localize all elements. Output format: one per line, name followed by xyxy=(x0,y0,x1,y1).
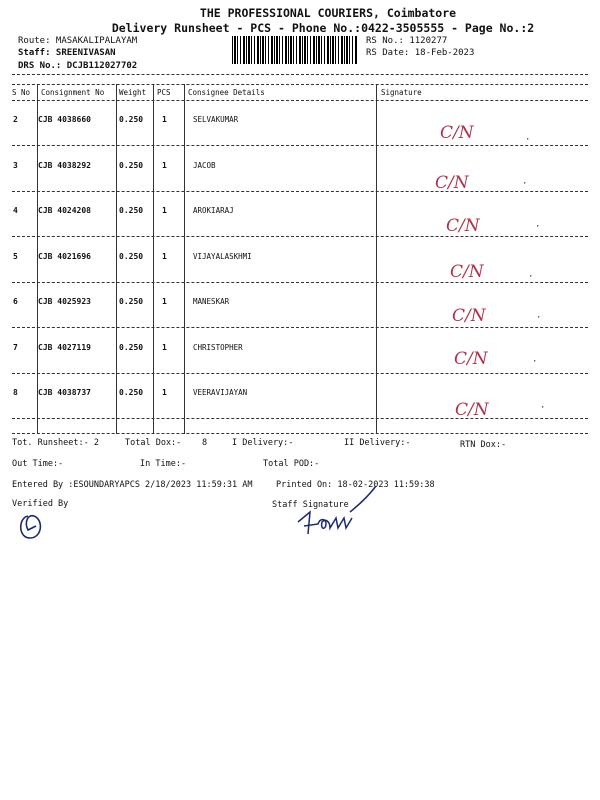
row-tick-mark: · xyxy=(540,403,546,413)
row-sno: 3 xyxy=(13,161,18,170)
row-pcs: 1 xyxy=(162,161,167,170)
route-label: Route: MASAKALIPALAYAM xyxy=(18,36,138,46)
row-consignee: AROKIARAJ xyxy=(193,206,234,215)
divider xyxy=(12,100,588,101)
column-line xyxy=(376,84,377,434)
row-pcs: 1 xyxy=(162,206,167,215)
col-pcs-header: PCS xyxy=(157,88,171,97)
staff-label: Staff: SREENIVASAN xyxy=(18,48,116,58)
total-dox-label: Total Dox:- xyxy=(125,438,182,448)
row-sno: 6 xyxy=(13,297,18,306)
row-tick-mark: · xyxy=(525,135,531,145)
row-divider xyxy=(12,236,588,237)
row-pcs: 1 xyxy=(162,343,167,352)
row-sno: 7 xyxy=(13,343,18,352)
column-line xyxy=(153,84,154,434)
row-weight: 0.250 xyxy=(119,297,144,306)
i-delivery: I Delivery:- xyxy=(232,438,294,448)
row-weight: 0.250 xyxy=(119,161,144,170)
row-sno: 8 xyxy=(13,388,18,397)
row-sno: 4 xyxy=(13,206,18,215)
row-weight: 0.250 xyxy=(119,206,144,215)
row-consignee: JACOB xyxy=(193,161,216,170)
row-pcs: 1 xyxy=(162,297,167,306)
row-divider xyxy=(12,373,588,374)
staff-signature-label: Staff Signature xyxy=(272,500,349,510)
row-signature-mark: C/N xyxy=(435,173,469,193)
row-consignee: CHRISTOPHER xyxy=(193,343,243,352)
row-consignment-no: CJB 4024208 xyxy=(38,206,91,215)
total-pod: Total POD:- xyxy=(263,459,320,469)
verified-by-label: Verified By xyxy=(12,499,69,509)
divider xyxy=(12,84,588,85)
col-signature-header: Signature xyxy=(381,88,422,97)
row-tick-mark: · xyxy=(522,179,528,189)
row-consignment-no: CJB 4027119 xyxy=(38,343,91,352)
col-weight-header: Weight xyxy=(119,88,147,97)
rtn-dox: RTN Dox:- xyxy=(460,440,507,450)
total-runsheet: Tot. Runsheet:- 2 xyxy=(12,438,99,448)
in-time: In Time:- xyxy=(140,459,187,469)
divider xyxy=(12,433,588,434)
row-divider xyxy=(12,191,588,192)
row-consignment-no: CJB 4038737 xyxy=(38,388,91,397)
printed-on: Printed On: 18-02-2023 11:59:38 xyxy=(276,480,435,490)
column-line xyxy=(116,84,117,434)
row-consignee: MANESKAR xyxy=(193,297,230,306)
row-tick-mark: · xyxy=(528,272,534,282)
row-consignment-no: CJB 4021696 xyxy=(38,252,91,261)
out-time: Out Time:- xyxy=(12,459,64,469)
divider xyxy=(12,74,588,75)
row-consignment-no: CJB 4038292 xyxy=(38,161,91,170)
row-signature-mark: C/N xyxy=(454,349,488,369)
row-weight: 0.250 xyxy=(119,115,144,124)
verifier-signature xyxy=(14,508,54,542)
row-divider xyxy=(12,145,588,146)
row-sno: 5 xyxy=(13,252,18,261)
row-signature-mark: C/N xyxy=(452,306,486,326)
total-dox-value: 8 xyxy=(202,438,208,448)
row-consignee: SELVAKUMAR xyxy=(193,115,239,124)
row-signature-mark: C/N xyxy=(440,123,474,143)
row-weight: 0.250 xyxy=(119,388,144,397)
drs-number: DRS No.: DCJB112027702 xyxy=(18,61,138,71)
company-title: THE PROFESSIONAL COURIERS, Coimbatore xyxy=(199,6,457,20)
row-pcs: 1 xyxy=(162,252,167,261)
column-line xyxy=(184,84,185,434)
entered-by: Entered By :ESOUNDARYAPCS 2/18/2023 11:59:31 AM xyxy=(12,480,253,490)
row-pcs: 1 xyxy=(162,388,167,397)
row-divider xyxy=(12,327,588,328)
rs-number: RS No.: 1120277 xyxy=(366,36,448,46)
rs-date: RS Date: 18-Feb-2023 xyxy=(366,48,475,58)
barcode xyxy=(232,36,358,64)
row-divider xyxy=(12,418,588,419)
col-consignment-header: Consignment No xyxy=(41,88,105,97)
row-weight: 0.250 xyxy=(119,252,144,261)
row-tick-mark: · xyxy=(532,357,538,367)
col-consignee-header: Consignee Details xyxy=(188,88,265,97)
row-signature-mark: C/N xyxy=(455,400,489,420)
row-consignee: VIJAYALASKHMI xyxy=(193,252,252,261)
staff-signature xyxy=(290,482,380,544)
col-sno-header: S No xyxy=(12,88,31,97)
row-signature-mark: C/N xyxy=(450,262,484,282)
row-sno: 2 xyxy=(13,115,18,124)
row-weight: 0.250 xyxy=(119,343,144,352)
row-tick-mark: · xyxy=(535,222,541,232)
row-consignee: VEERAVIJAYAN xyxy=(193,388,248,397)
row-signature-mark: C/N xyxy=(446,216,480,236)
row-consignment-no: CJB 4038660 xyxy=(38,115,91,124)
row-divider xyxy=(12,282,588,283)
ii-delivery: II Delivery:- xyxy=(344,438,411,448)
row-tick-mark: · xyxy=(536,313,542,323)
row-consignment-no: CJB 4025923 xyxy=(38,297,91,306)
row-pcs: 1 xyxy=(162,115,167,124)
runsheet-subtitle: Delivery Runsheet - PCS - Phone No.:0422-3505555 - Page No.:2 xyxy=(111,21,535,35)
